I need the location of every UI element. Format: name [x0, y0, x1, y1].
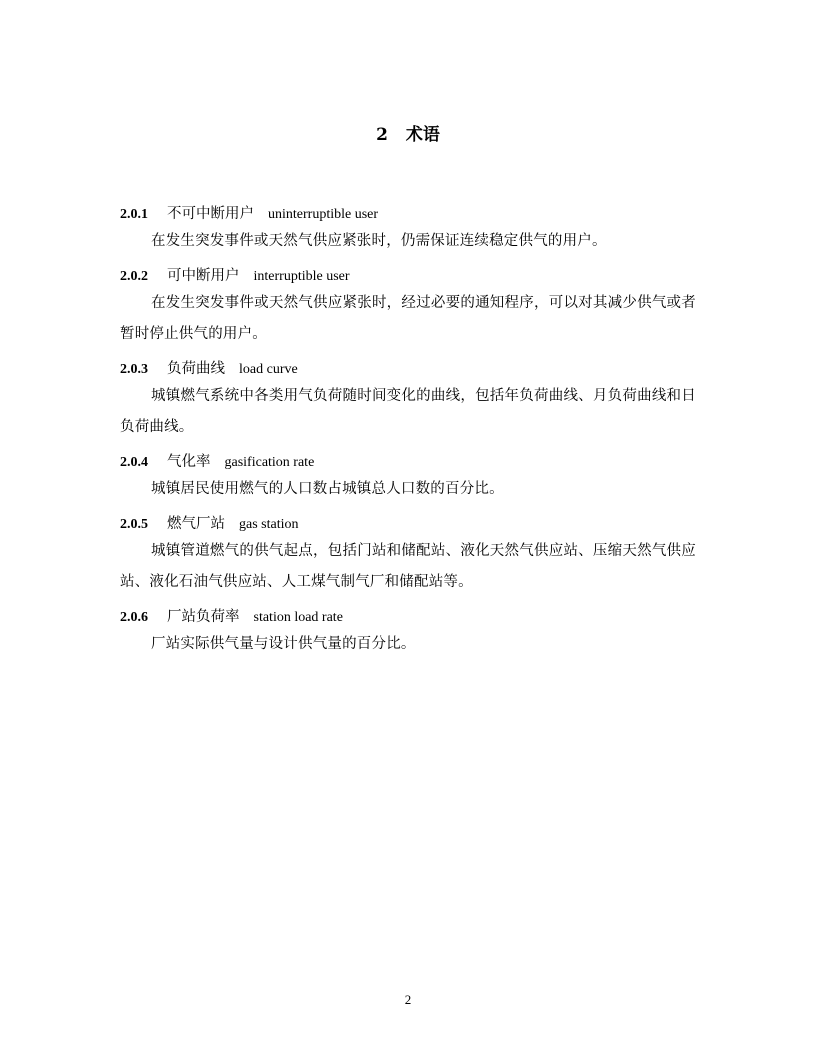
term-entry — [120, 513, 696, 598]
chapter-number: 2 — [376, 125, 388, 145]
term-heading — [120, 451, 696, 474]
term-definition: 厂站实际供气量与设计供气量的百分比。 — [151, 636, 416, 652]
term-heading — [120, 265, 696, 288]
term-definition: 城镇管道燃气的供气起点，包括门站和储配站、液化天然气供应站、压缩天然气供应站、液化石油气供应站、人工煤气制气厂和储配站等。 — [120, 543, 696, 590]
chapter-title — [0, 120, 816, 145]
term-english: uninterruptible user — [268, 207, 379, 222]
term-heading — [120, 606, 696, 629]
term-heading — [120, 358, 696, 381]
term-definition: 城镇燃气系统中各类用气负荷随时间变化的曲线，包括年负荷曲线、月负荷曲线和日负荷曲线。 — [120, 388, 696, 435]
term-english: interruptible user — [253, 269, 350, 284]
page-number: 2 — [404, 992, 412, 1007]
term-heading — [120, 203, 696, 226]
term-definition: 在发生突发事件或天然气供应紧张时，仍需保证连续稳定供气的用户。 — [151, 233, 607, 249]
term-entry — [120, 203, 696, 257]
term-code: 2.0.2 — [120, 269, 148, 284]
term-entry — [120, 358, 696, 443]
term-entry — [120, 451, 696, 505]
term-english: load curve — [239, 362, 298, 377]
term-entry — [120, 606, 696, 660]
term-chinese: 气化率 — [167, 454, 211, 470]
term-entry — [120, 265, 696, 350]
term-english: station load rate — [253, 610, 343, 625]
term-code: 2.0.1 — [120, 207, 148, 222]
chapter-title-text: 术语 — [405, 125, 440, 145]
term-english: gasification rate — [224, 455, 315, 470]
term-chinese: 燃气厂站 — [167, 516, 225, 532]
term-chinese: 厂站负荷率 — [167, 609, 240, 625]
term-definition: 城镇居民使用燃气的人口数占城镇总人口数的百分比。 — [151, 481, 504, 497]
term-code: 2.0.5 — [120, 517, 148, 532]
terms-list — [120, 203, 696, 668]
term-code: 2.0.3 — [120, 362, 148, 377]
term-definition: 在发生突发事件或天然气供应紧张时，经过必要的通知程序，可以对其减少供气或者暂时停止供气的用户。 — [120, 295, 696, 342]
term-code: 2.0.4 — [120, 455, 148, 470]
term-code: 2.0.6 — [120, 610, 148, 625]
term-english: gas station — [239, 517, 299, 532]
term-chinese: 负荷曲线 — [167, 361, 225, 377]
term-heading — [120, 513, 696, 536]
term-chinese: 不可中断用户 — [167, 206, 254, 222]
term-chinese: 可中断用户 — [167, 268, 240, 284]
